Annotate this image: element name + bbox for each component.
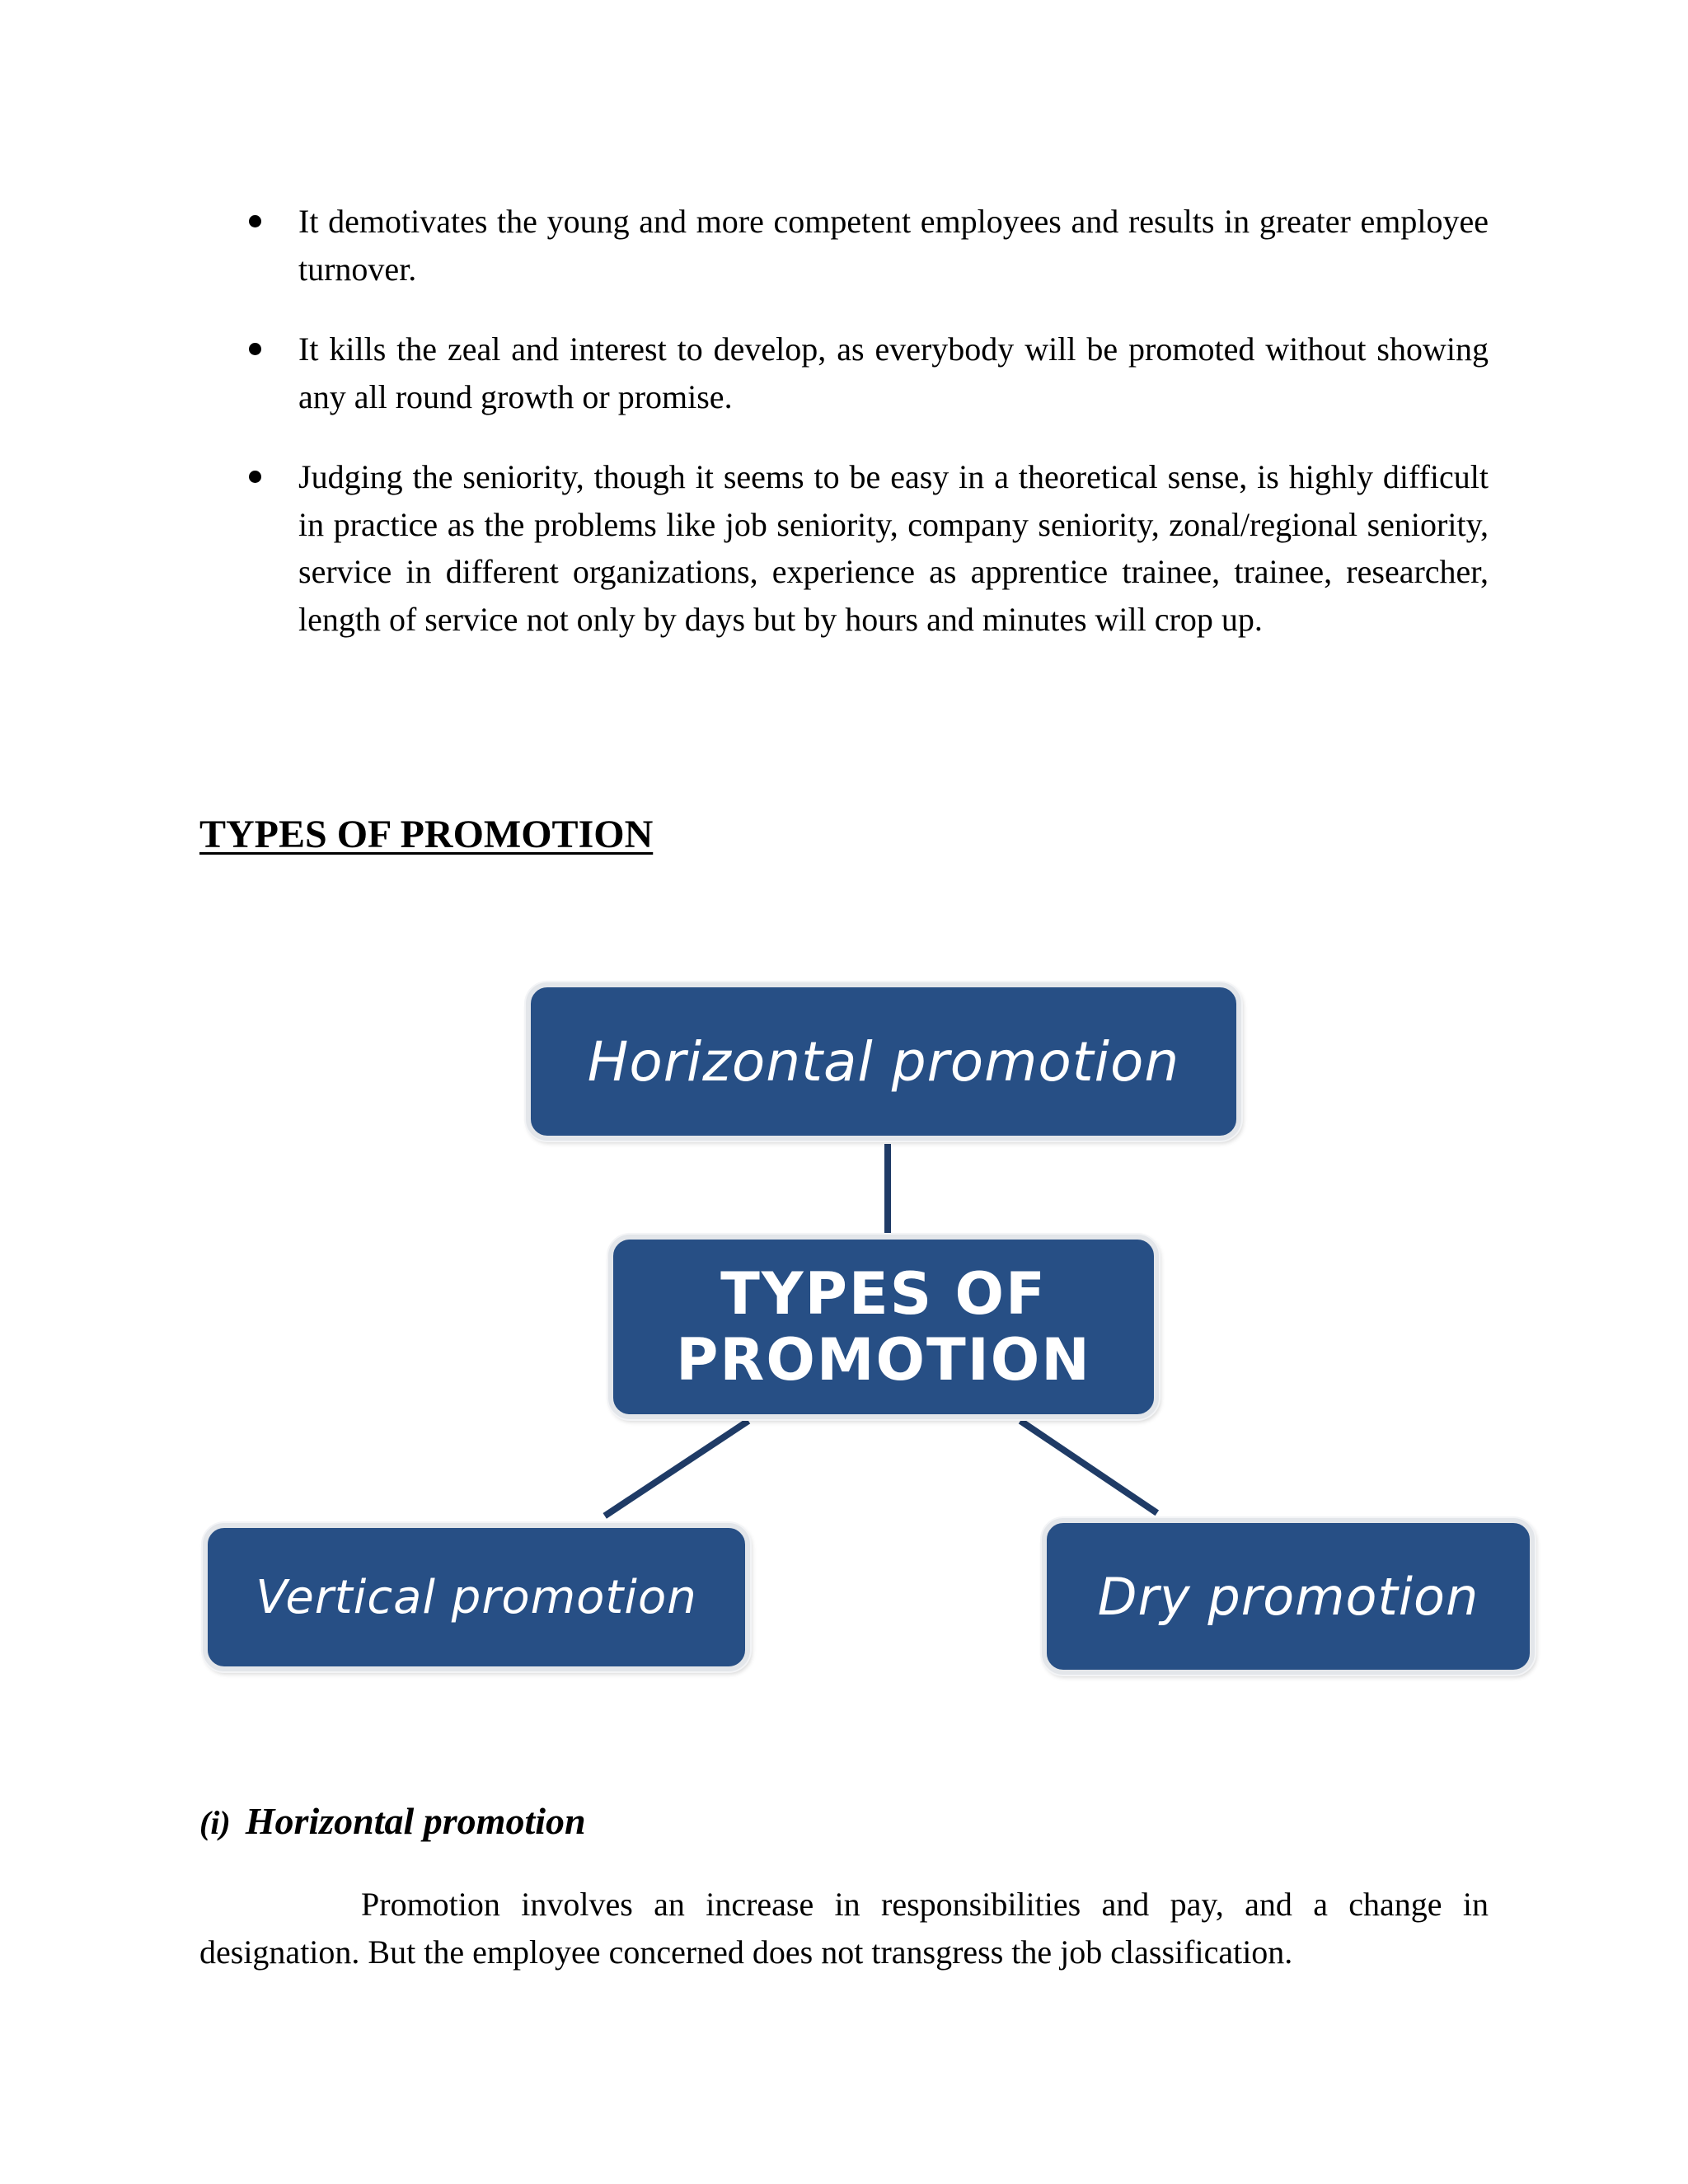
types-of-promotion-node — [608, 1235, 1159, 1419]
connector-right — [1019, 1418, 1159, 1516]
list-item-text: It kills the zeal and interest to develop, as everybody will be promoted without showing any all round growth or promise. — [298, 330, 1489, 415]
dry-promotion-label: Dry promotion — [1097, 1566, 1479, 1627]
center-node-line: PROMOTION — [676, 1326, 1091, 1394]
list-item — [298, 326, 1489, 420]
list-item-text: Judging the seniority, though it seems to be easy in a theoretical sense, is highly difficult in practice as the problems like job seniority, company seniority, zonal/regional seniority, service in different organizations, experience as apprentice trainee, trainee, researcher, length of service not only by days but by hours and minutes will crop up. — [298, 458, 1489, 638]
list-item — [298, 453, 1489, 643]
dry-promotion-node — [1042, 1518, 1535, 1675]
connector-top — [884, 1144, 891, 1238]
bullet-icon — [249, 215, 261, 227]
list-item — [298, 198, 1489, 293]
center-node-label — [676, 1261, 1091, 1393]
list-item-text: It demotivates the young and more competent employees and results in greater employee turnover. — [298, 203, 1489, 288]
connector-left — [603, 1418, 751, 1519]
subsection-number: (i) — [199, 1804, 231, 1841]
body-paragraph: Promotion involves an increase in responsibilities and pay, and a change in designation. But the employee concerned does not transgress the job classification. — [199, 1886, 1489, 1971]
vertical-promotion-label: Vertical promotion — [256, 1570, 697, 1624]
vertical-promotion-node — [203, 1523, 750, 1671]
center-node-line: TYPES OF — [720, 1260, 1047, 1328]
section-heading: TYPES OF PROMOTION — [199, 813, 654, 856]
horizontal-promotion-label: Horizontal promotion — [587, 1029, 1180, 1094]
bullet-icon — [249, 343, 261, 355]
subsection-heading — [199, 1798, 586, 1846]
subsection-title: Horizontal promotion — [245, 1800, 586, 1842]
horizontal-promotion-node — [526, 982, 1241, 1141]
bullet-icon — [249, 471, 261, 483]
